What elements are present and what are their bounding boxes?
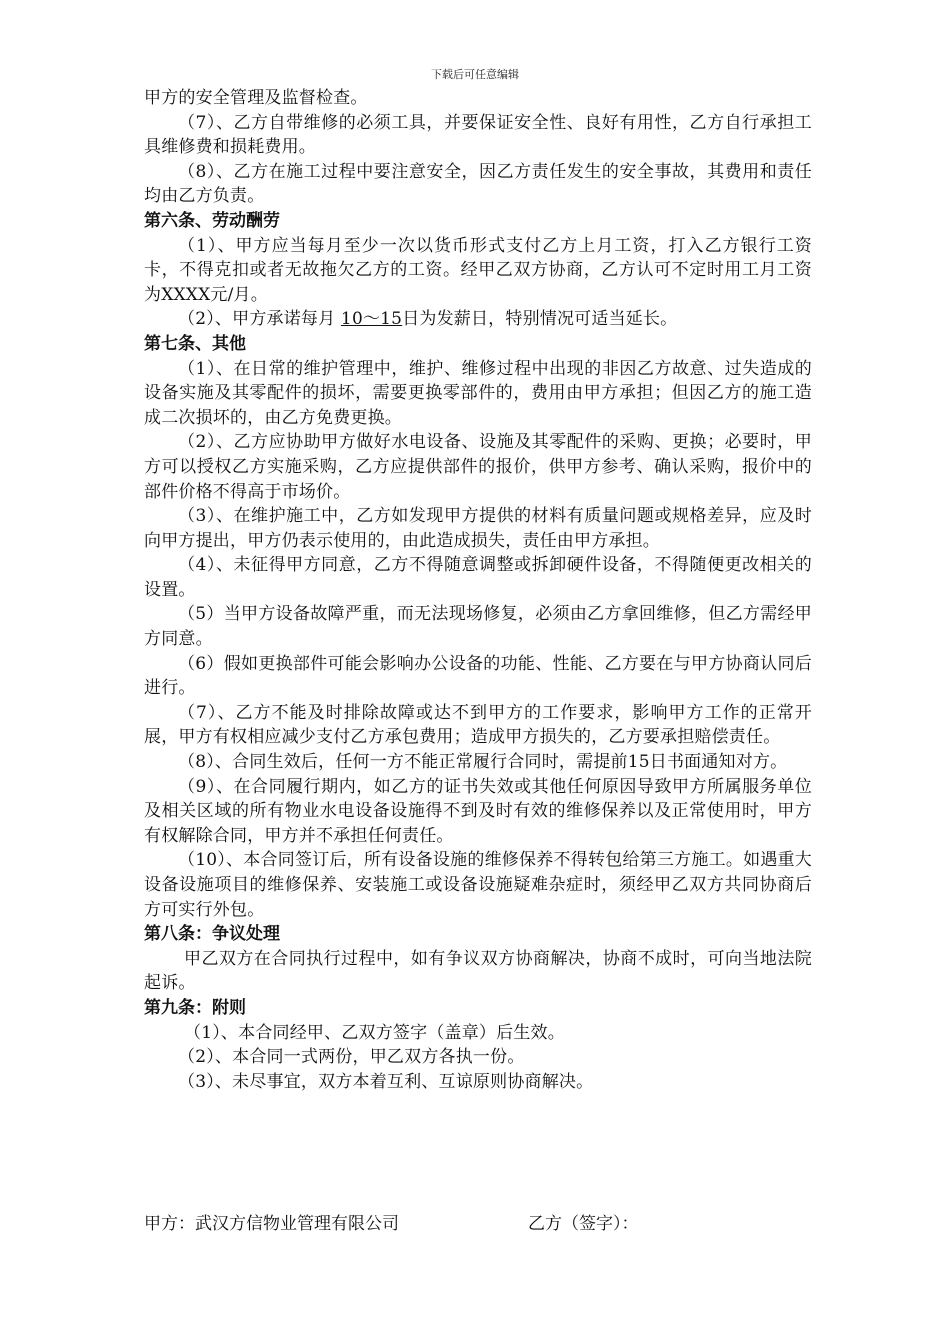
contract-body [144, 86, 812, 1094]
paragraph: 甲方的安全管理及监督检查。 [144, 88, 368, 108]
paragraph: （4）、未征得甲方同意，乙方不得随意调整或拆卸硬件设备，不得随便更改相关的设置。 [144, 555, 812, 600]
section-heading: 第七条、其他 [144, 333, 246, 354]
payday-prefix: （2）、甲方承诺每月 [178, 309, 341, 330]
section-heading: 第六条、劳动酬劳 [144, 210, 280, 231]
paragraph: （1）、本合同经甲、乙双方签字（盖章）后生效。 [184, 1022, 565, 1043]
paragraph: （5）当甲方设备故障严重，而无法现场修复，必须由乙方拿回维修，但乙方需经甲方同意。 [144, 604, 812, 650]
paragraph: （3）、未尽事宜，双方本着互利、互谅原则协商解决。 [178, 1071, 594, 1092]
paragraph: （1）、在日常的维护管理中，维护、维修过程中出现的非因乙方故意、过失造成的设备实施及其零配件的损坏，需要更换零部件的，费用由甲方承担；但因乙方的施工造成二次损坏的，由乙方免费更换。 [144, 358, 812, 428]
paragraph: （8）、合同生效后，任何一方不能正常履行合同时，需提前15日书面通知对方。 [178, 752, 788, 773]
paragraph: （6）假如更换部件可能会影响办公设备的功能、性能、乙方要在与甲方协商认同后进行。 [144, 653, 812, 699]
party-a-signature: 甲方：武汉方信物业管理有限公司 [144, 1214, 399, 1234]
payday-suffix: 日为发薪日，特别情况可适当延长。 [402, 309, 678, 330]
party-b-signature: 乙方（签字）： [528, 1214, 639, 1234]
paragraph: （10）、本合同签订后，所有设备设施的维修保养不得转包给第三方施工。如遇重大设备设施项目的维修保养、安装施工或设备设施疑难杂症时，须经甲乙双方共同协商后方可实行外包。 [144, 850, 812, 920]
paragraph: （2）、本合同一式两份，甲乙双方各执一份。 [178, 1047, 525, 1068]
paragraph: （2）、乙方应协助甲方做好水电设备、设施及其零配件的采购、更换；必要时，甲方可以授权乙方实施采购，乙方应提供部件的报价，供甲方参考、确认采购，报价中的部件价格不得高于市场价。 [144, 432, 812, 502]
paragraph: （3）、在维护施工中，乙方如发现甲方提供的材料有质量问题或规格差异，应及时向甲方提出，甲方仍表示使用的，由此造成损失，责任由甲方承担。 [144, 506, 812, 551]
paragraph: （8）、乙方在施工过程中要注意安全，因乙方责任发生的安全事故，其费用和责任均由乙方负责。 [144, 161, 812, 207]
payday-range: 10～15 [340, 309, 403, 330]
paragraph: （7）、乙方不能及时排除故障或达不到甲方的工作要求，影响甲方工作的正常开展，甲方有权相应减少支付乙方承包费用；造成甲方损失的，乙方要承担赔偿责任。 [144, 702, 812, 748]
section-heading: 第八条：争议处理 [144, 924, 280, 945]
section-heading: 第九条：附则 [144, 997, 246, 1018]
page-header: 下载后可任意编辑 [431, 68, 519, 81]
paragraph: （9）、在合同履行期内，如乙方的证书失效或其他任何原因导致甲方所属服务单位及相关区域的所有物业水电设备设施得不到及时有效的维修保养以及正常使用时，甲方有权解除合同，甲方并不承担任何责任。 [144, 776, 812, 846]
paragraph: 甲乙双方在合同执行过程中，如有争议双方协商解决，协商不成时，可向当地法院起诉。 [144, 948, 812, 994]
paragraph: （7）、乙方自带维修的必须工具，并要保证安全性、良好有用性，乙方自行承担工具维修费和损耗费用。 [144, 112, 812, 158]
paragraph: （1）、甲方应当每月至少一次以货币形式支付乙方上月工资，打入乙方银行工资卡，不得克扣或者无故拖欠乙方的工资。经甲乙双方协商，乙方认可不定时用工月工资为XXXX元/月。 [144, 235, 812, 305]
paragraph-payday [144, 307, 812, 332]
